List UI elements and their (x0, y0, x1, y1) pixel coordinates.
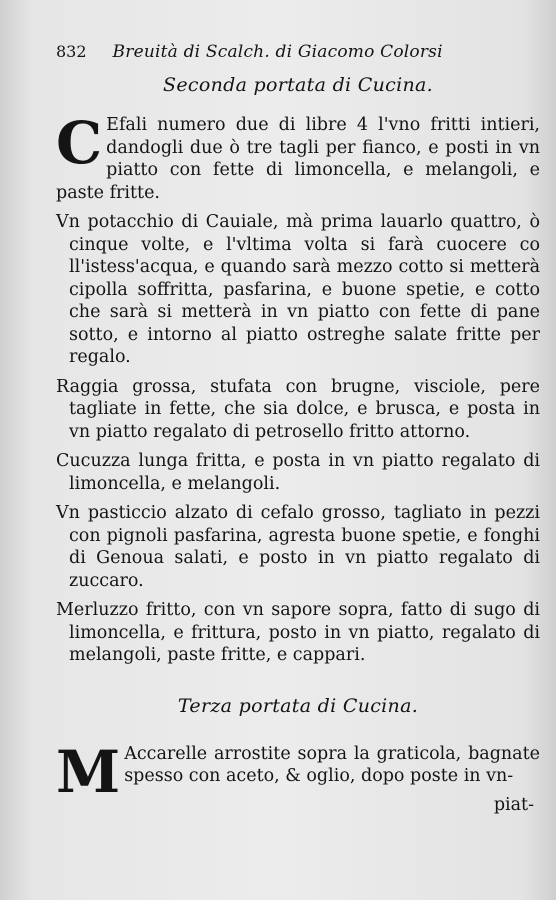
page-number: 832 (56, 42, 87, 61)
paragraph-raggia: Raggia grossa, stufata con brugne, visciole, pere tagliate in fette, che sia dolce, e brusca, e posta in vn piatto regalato di petrosello fritto attorno. (56, 376, 540, 442)
paragraph-potacchio: Vn potacchio di Cauiale, mà prima lauarlo quattro, ò cinque volte, e l'vltima volta si farà cuocere co ll'istess'acqua, e quando sarà mezzo cotto si metterà cipolla soffritta, pasfarina, e buone spetie, e cotto che sarà si metterà in vn piatto con fette di pane sotto, e intorno al piatto ostreghe salate fritte per regalo. (56, 212, 540, 367)
section-title-seconda-portata: Seconda portata di Cucina. (163, 74, 433, 96)
paragraph-cucuzza: Cucuzza lunga fritta, e posta in vn piatto regalato di limoncella, e melangoli. (56, 451, 540, 494)
paragraph-pasticcio: Vn pasticcio alzato di cefalo grosso, tagliato in pezzi con pignoli pasfarina, agresta buone spetie, e fonghi di Genoua salati, e posto in vn piatto regalato di zuccaro. (56, 503, 540, 591)
running-title: Breuità di Scalch. di Giacomo Colorsi (112, 42, 443, 62)
paragraph-merluzzo: Merluzzo fritto, con vn sapore sopra, fatto di sugo di limoncella, e frittura, posto in vn piatto, regalato di melangoli, paste fritte, e cappari. (56, 600, 540, 665)
paragraph-cefali (56, 109, 540, 204)
catchword: piat- (493, 794, 534, 815)
section-title-terza-portata: Terza portata di Cucina. (177, 694, 419, 717)
paragraph-text: Efali numero due di libre 4 l'vno fritti intieri, dandogli due ò tre tagli per fianco, e posti in vn piatto con fette di limoncella, e melangoli, e paste fritte. (56, 115, 540, 203)
drop-cap-initial: M (56, 737, 121, 806)
running-head (56, 42, 540, 62)
paragraph-text: Accarelle arrostite sopra la graticola, bagnate spesso con aceto, & oglio, dopo poste in vn- (124, 743, 540, 786)
drop-cap-initial: C (56, 109, 103, 177)
